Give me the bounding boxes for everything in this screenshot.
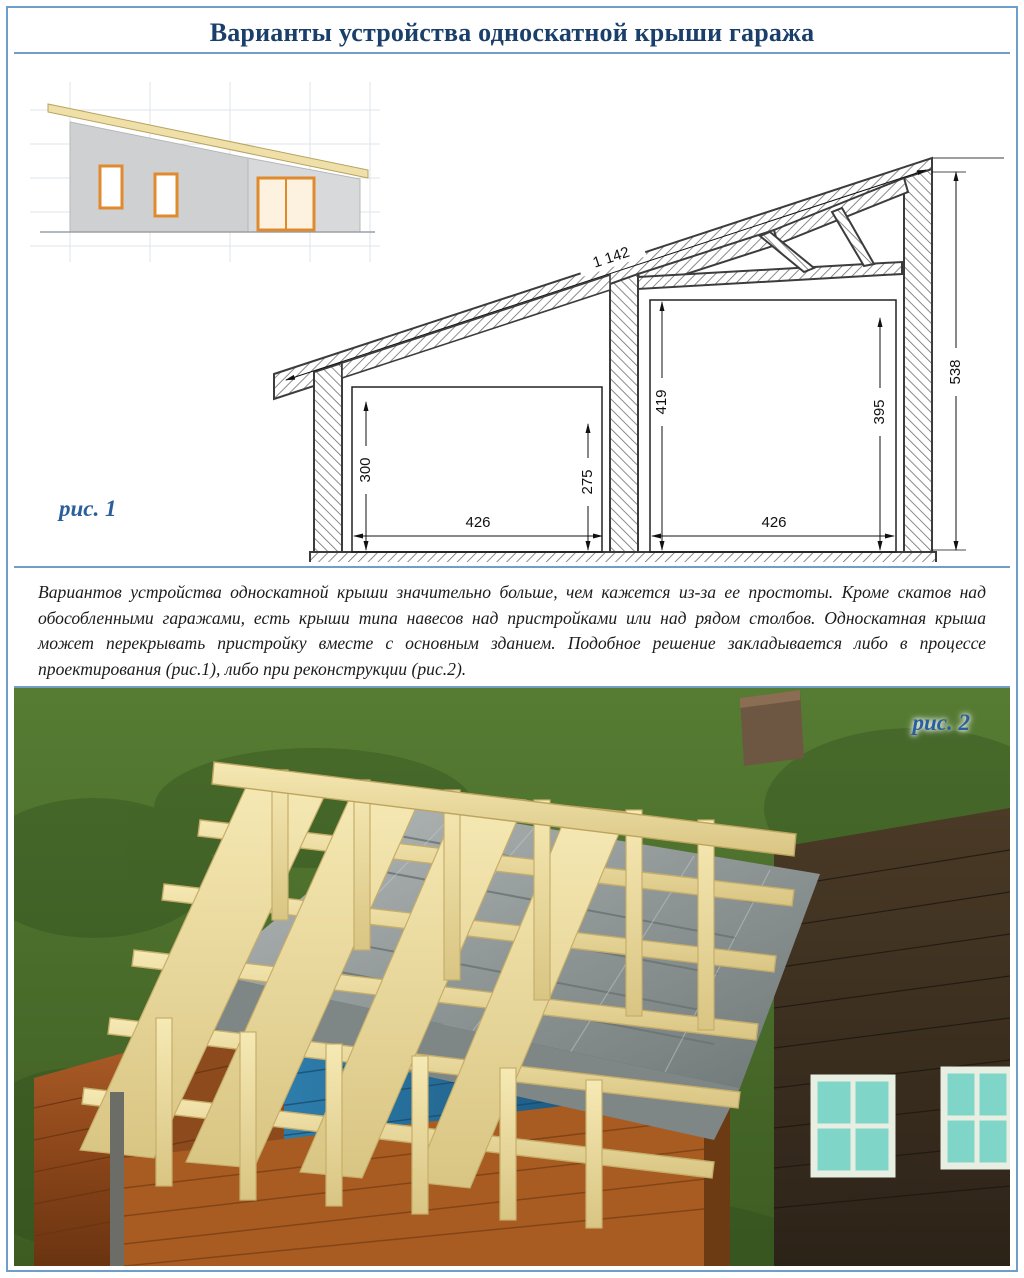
description-text: Вариантов устройства односкатной крыши значительно больше, чем кажется из-за ее простоты. Кроме скатов над обособленными гаражами, есть крыши типа навесов над пристройками или над рядом столбов. Односкатная крыша может перекрывать пристройку вместе с основным зданием. Подобное решение закладывается либо в процессе проектирования (рис.1), либо при реконструкции (рис.2). [38, 582, 986, 679]
description-panel [14, 568, 1010, 688]
dim-left-room-height: 300 [357, 457, 374, 483]
roof-construction-illustration [14, 688, 1010, 1266]
page-title: Варианты устройства односкатной крыши гаража [209, 18, 815, 47]
dim-right-wall-height: 538 [947, 359, 964, 385]
dim-left-room-width: 426 [465, 514, 491, 531]
roof-cross-section-drawing [214, 72, 1004, 562]
dim-right-room-height: 419 [653, 389, 670, 415]
figure-2-photo [14, 688, 1010, 1266]
dim-roof-slope-length: 1 142 [590, 243, 632, 272]
dim-left-room-inner-height: 275 [579, 469, 596, 495]
dim-right-room-width: 426 [761, 514, 787, 531]
title-bar [14, 14, 1010, 54]
figure-1-caption: рис. 1 [59, 496, 117, 521]
figure-2-caption: рис. 2 [912, 710, 970, 735]
figure-1-panel [14, 56, 1010, 568]
dim-right-room-inner-height: 395 [871, 399, 888, 425]
